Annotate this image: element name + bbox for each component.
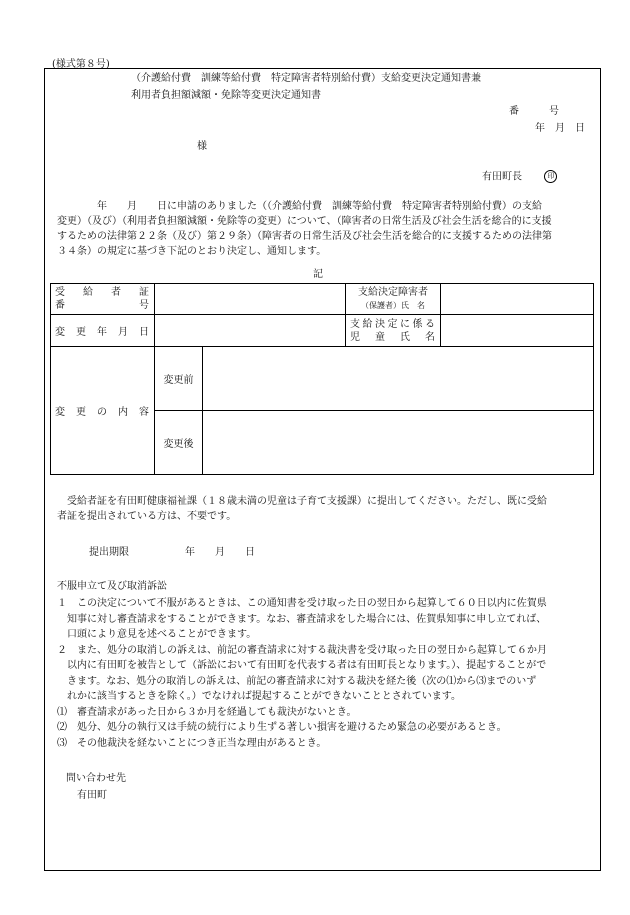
deadline-label: 提出期限 xyxy=(89,547,129,558)
contact-name: 有田町 xyxy=(77,790,107,801)
appeal-line: ２ また、処分の取消しの訴えは、前記の審査請求に対する裁決書を受け取った日の翌日から起算して６か月 xyxy=(57,644,547,656)
body-line: するための法律第２２条（及び）第２９条）（障害者の日常生活及び社会生活を総合的に支援するための法律第 xyxy=(57,231,552,242)
change-date-value xyxy=(155,315,346,347)
recipient-number-value xyxy=(155,284,346,315)
appeal-line: 知事に対し審査請求をすることができます。なお、審査請求をした場合には、佐賀県知事に申し立てれば、 xyxy=(57,613,547,625)
appeal-line: 口頭により意見を述べることができます。 xyxy=(57,629,257,640)
body-line: ３４条）の規定に基づき下記のとおり決定し、通知します。 xyxy=(57,246,327,257)
submit-line: 者証を提出されている方は、不要です。 xyxy=(57,511,237,522)
child-name-value xyxy=(441,315,594,347)
child-name-label: 支給決定に係る 児 童 氏 名 xyxy=(346,315,441,347)
title-line-1: （介護給付費 訓練等給付費 特定障害者特別給付費）支給変更決定通知書兼 xyxy=(131,73,481,84)
decided-person-label: 支給決定障害者 （保護者）氏 名 xyxy=(346,284,441,315)
body-line: 年 月 日に申請のありました（（介護給付費 訓練等給付費 特定障害者特別給付費）の支給 xyxy=(57,201,542,212)
details-table xyxy=(50,283,594,475)
appeal-line: 以内に有田町を被告として（訴訟において有田町を代表する者は有田町長となります。）、提起することがで xyxy=(57,660,547,671)
title-line-2: 利用者負担額減額・免除等変更決定通知書 xyxy=(131,90,321,101)
date-label: 年 月 日 xyxy=(535,123,585,134)
after-value xyxy=(203,411,594,475)
deadline-date: 年 月 日 xyxy=(185,547,255,558)
appeal-list xyxy=(57,596,597,751)
addressee-suffix: 様 xyxy=(197,141,207,152)
number-label: 番 号 xyxy=(509,106,559,117)
appeal-line: ⑵ 処分、処分の執行又は手続の続行により生ずる著しい損害を避けるため緊急の必要があるとき。 xyxy=(57,722,507,733)
issuer-label: 有田町長 xyxy=(482,171,522,183)
appeal-line: １ この決定について不服があるときは、この通知書を受け取った日の翌日から起算して６０日以内に佐賀県 xyxy=(57,598,547,609)
ki-mark: 記 xyxy=(313,269,323,280)
form-number: (様式第８号) xyxy=(52,59,110,70)
submit-paragraph xyxy=(57,494,597,524)
submit-line: 受給者証を有田町健康福祉課（１８歳未満の児童は子育て支援課）に提出してください。ただし、既に受給 xyxy=(57,496,547,507)
before-value xyxy=(203,347,594,411)
after-label: 変更後 xyxy=(155,411,203,475)
body-line: 変更）（及び）（利用者負担額減額・免除等の変更）について、（障害者の日常生活及び社会生活を総合的に支援 xyxy=(57,216,552,227)
appeal-heading: 不服申立て及び取消訴訟 xyxy=(57,581,167,592)
appeal-line: ⑴ 審査請求があった日から３か月を経過しても裁決がないとき。 xyxy=(57,706,357,718)
recipient-number-label: 受 給 者 証 番 号 xyxy=(51,284,155,315)
body-paragraph xyxy=(57,199,597,259)
seal-icon: 印 xyxy=(544,170,557,183)
issuer-name xyxy=(482,170,557,185)
decided-person-value xyxy=(441,284,594,315)
change-content-label: 変更の内容 xyxy=(51,347,155,475)
change-date-label: 変更年月日 xyxy=(51,315,155,347)
appeal-line: ⑶ その他裁決を経ないことにつき正当な理由があるとき。 xyxy=(57,737,327,749)
before-label: 変更前 xyxy=(155,347,203,411)
contact-label: 問い合わせ先 xyxy=(66,773,126,784)
appeal-line: きます。なお、処分の取消しの訴えは、前記の審査請求に対する裁決を経た後（次の⑴から⑶までのいず xyxy=(57,675,537,687)
appeal-line: れかに該当するときを除く。）でなければ提起することができないこととされています。 xyxy=(57,691,461,702)
